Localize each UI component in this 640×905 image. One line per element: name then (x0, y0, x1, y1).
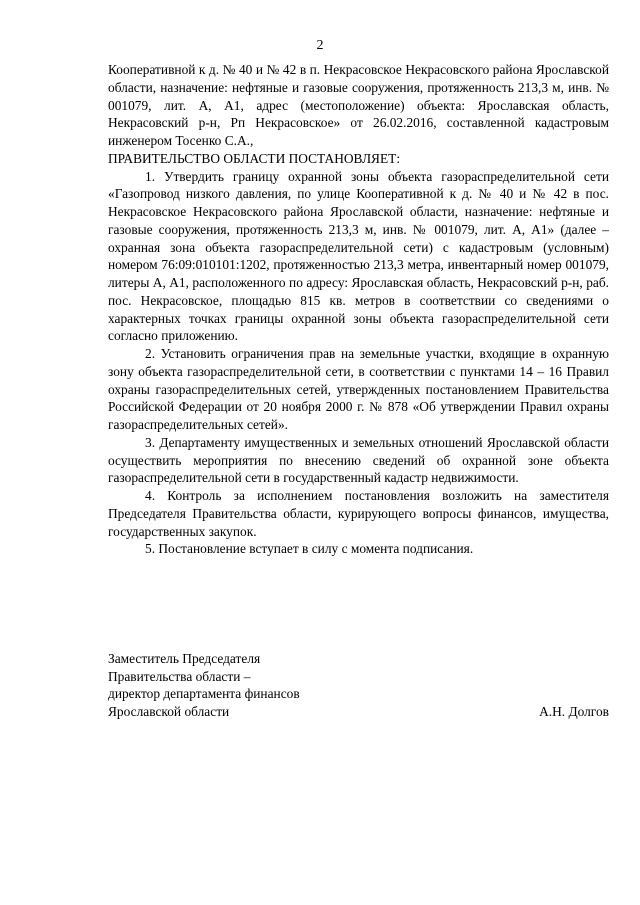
paragraph-item-4: 4. Контроль за исполнением постановления возложить на заместителя Председателя Правительства области, курирующего вопросы финансов, имущества, государственных закупок. (108, 488, 609, 539)
signatory-title-line-1: Заместитель Председателя (108, 651, 261, 666)
paragraph-item-5: 5. Постановление вступает в силу с момента подписания. (145, 541, 474, 557)
paragraph-preamble-continuation: Кооперативной к д. № 40 и № 42 в п. Некрасовское Некрасовского района Ярославской области, назначение: нефтяные и газовые сооружения, протяженность 213,3 м, инв. № 001079, лит. А, А1, адрес (местоположение) объекта: Ярославская область, Некрасовский р-н, Рп Некрасовское» от 26.02.2016, составленной кадастровым инженером Тосенко С.А., (108, 62, 609, 148)
paragraph-item-2: 2. Установить ограничения прав на земельные участки, входящие в охранную зону объекта газораспределительной сети, в соответствии с пунктами 14 – 16 Правил охраны газораспределительных сетей, утвержденных постановлением Правительства Российской Федерации от 20 ноября 2000 г. № 878 «Об утверждении Правил охраны газораспределительных сетей». (108, 346, 609, 432)
signatory-title-line-3: директор департамента финансов (108, 686, 300, 701)
signatory-title-line-4: Ярославской области (108, 703, 230, 719)
signatory-title-line-4-row (108, 703, 609, 721)
paragraph-item-1: 1. Утвердить границу охранной зоны объекта газораспределительной сети «Газопровод низкого давления, по улице Кооперативной к д. № 40 и № 42 в пос. Некрасовское Некрасовского района Ярославской области, назначение: нефтяные и газовые сооружения, протяженность 213,3 м, инв. № 001079, лит. А, А1» (далее – охранная зона объекта газораспределительной сети) с кадастровым (условным) номером 76:09:010101:1202, протяженностью 213,3 метра, инвентарный номер 001079, литеры А, А1, расположенного по адресу: Ярославская область, Некрасовский р-н, раб. пос. Некрасовское, площадью 815 кв. метров в соответствии со сведениями о характерных точках границы охранной зоны объекта газораспределительной сети согласно приложению. (108, 168, 609, 344)
document-body (108, 61, 609, 558)
paragraph-item-3: 3. Департаменту имущественных и земельных отношений Ярославской области осуществить мероприятия по внесению сведений об охранной зоне объекта газораспределительной сети в государственный кадастр недвижимости. (108, 434, 609, 486)
page-number: 2 (316, 38, 324, 53)
signature-block (108, 650, 609, 720)
signatory-title-line-2: Правительства области – (108, 668, 251, 684)
paragraph-resolution-heading: ПРАВИТЕЛЬСТВО ОБЛАСТИ ПОСТАНОВЛЯЕТ: (108, 150, 401, 166)
signatory-name: А.Н. Долгов (539, 703, 609, 719)
